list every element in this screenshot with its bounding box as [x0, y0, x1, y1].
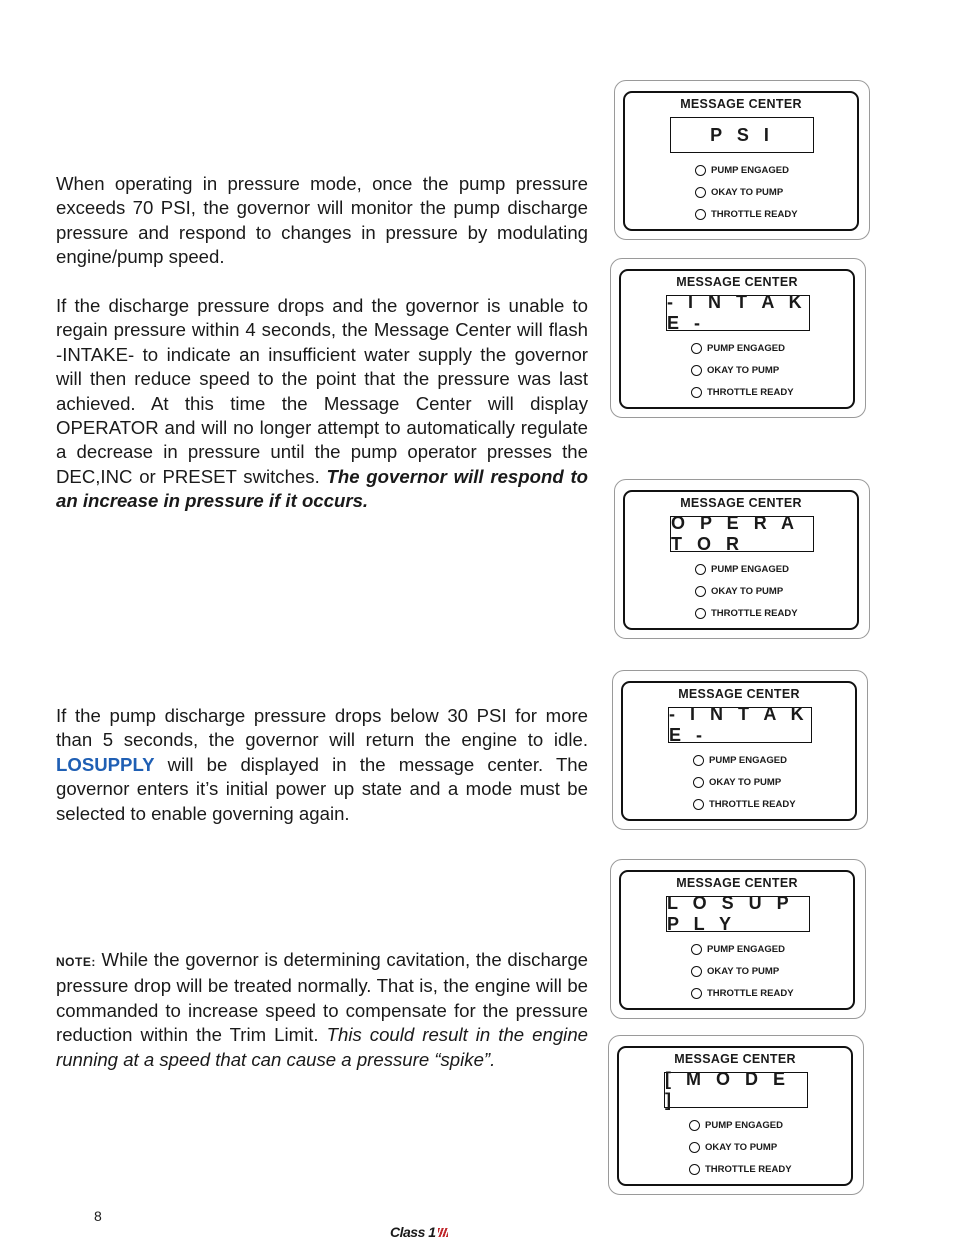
led-okay-to-pump	[691, 964, 779, 978]
message-center-title: MESSAGE CENTER	[680, 97, 802, 111]
led-okay-to-pump	[691, 363, 779, 377]
message-center-panel	[614, 479, 870, 639]
message-center-title: MESSAGE CENTER	[678, 687, 800, 701]
led-label: PUMP ENGAGED	[711, 563, 789, 575]
led-okay-to-pump	[695, 185, 783, 199]
message-center-display: O P E R A T O R	[670, 516, 814, 552]
led-indicator-icon	[695, 564, 706, 575]
led-indicator-icon	[693, 799, 704, 810]
led-indicator-icon	[691, 988, 702, 999]
led-pump-engaged	[695, 163, 789, 177]
led-throttle-ready	[691, 385, 794, 399]
message-center-panel	[614, 80, 870, 240]
led-label: THROTTLE READY	[707, 987, 794, 999]
led-label: PUMP ENGAGED	[711, 164, 789, 176]
led-pump-engaged	[691, 942, 785, 956]
paragraph-pressure-mode	[56, 172, 588, 270]
led-indicator-icon	[689, 1142, 700, 1153]
led-label: THROTTLE READY	[711, 607, 798, 619]
message-center-frame	[619, 269, 855, 409]
note-italic: This could result in the engine running at a speed that can cause a pressure “spike”.	[56, 1024, 588, 1070]
led-pump-engaged	[693, 753, 787, 767]
led-label: OKAY TO PUMP	[709, 776, 782, 788]
led-throttle-ready	[689, 1162, 792, 1176]
note-text: While the governor is determining cavitation, the discharge pressure drop will be treated normally. That is, the engine will be commanded to increase speed to compensate for the pressure reduction within the Trim Limit.	[56, 949, 588, 1046]
message-center-title: MESSAGE CENTER	[680, 496, 802, 510]
led-label: OKAY TO PUMP	[707, 965, 780, 977]
paragraph-text: If the discharge pressure drops and the governor is unable to regain pressure within 4 seconds, the Message Center will flash -INTAKE- to indicate an insufficient water supply the governor will then reduce speed to the point that the pressure was last achieved. At this time the Message Center will display OPERATOR and will no longer attempt to automatically regulate a decrease in pressure until the pump operator presses the DEC,INC or PRESET switches.	[56, 295, 588, 487]
led-throttle-ready	[695, 207, 798, 221]
led-indicator-icon	[695, 586, 706, 597]
message-center-frame	[623, 490, 859, 630]
message-center-title: MESSAGE CENTER	[676, 876, 798, 890]
message-center-frame	[619, 870, 855, 1010]
led-throttle-ready	[695, 606, 798, 620]
paragraph-losupply	[56, 704, 588, 826]
led-indicator-icon	[691, 966, 702, 977]
message-center-title: MESSAGE CENTER	[674, 1052, 796, 1066]
led-throttle-ready	[691, 986, 794, 1000]
led-label: THROTTLE READY	[707, 386, 794, 398]
led-indicator-icon	[691, 944, 702, 955]
losupply-highlight: LOSUPPLY	[56, 753, 155, 775]
led-indicator-icon	[691, 387, 702, 398]
led-indicator-icon	[691, 365, 702, 376]
led-label: OKAY TO PUMP	[711, 585, 784, 597]
message-center-display: - I N T A K E -	[666, 295, 810, 331]
led-indicator-icon	[695, 608, 706, 619]
led-throttle-ready	[693, 797, 796, 811]
led-label: THROTTLE READY	[705, 1163, 792, 1175]
led-pump-engaged	[689, 1118, 783, 1132]
paragraph-text: will be displayed in the message center. The governor enters it’s initial power up state and a mode must be selected to enable governing again.	[56, 753, 588, 824]
led-indicator-icon	[689, 1164, 700, 1175]
led-label: PUMP ENGAGED	[705, 1119, 783, 1131]
led-label: THROTTLE READY	[709, 798, 796, 810]
led-pump-engaged	[695, 562, 789, 576]
led-label: OKAY TO PUMP	[711, 186, 784, 198]
led-label: OKAY TO PUMP	[707, 364, 780, 376]
led-label: PUMP ENGAGED	[707, 342, 785, 354]
led-label: PUMP ENGAGED	[709, 754, 787, 766]
message-center-display: L O S U P P L Y	[666, 896, 810, 932]
led-okay-to-pump	[693, 775, 781, 789]
logo-text: Class 1	[390, 1224, 436, 1240]
message-center-display: P S I	[670, 117, 814, 153]
led-indicator-icon	[693, 755, 704, 766]
led-label: OKAY TO PUMP	[705, 1141, 778, 1153]
led-indicator-icon	[693, 777, 704, 788]
led-okay-to-pump	[689, 1140, 777, 1154]
led-indicator-icon	[689, 1120, 700, 1131]
led-indicator-icon	[695, 187, 706, 198]
message-center-display: [ M O D E ]	[664, 1072, 808, 1108]
message-center-panel	[608, 1035, 864, 1195]
led-okay-to-pump	[695, 584, 783, 598]
note-label: NOTE:	[56, 955, 96, 969]
page-number: 8	[94, 1208, 102, 1224]
message-center-display: - I N T A K E -	[668, 707, 812, 743]
message-center-frame	[617, 1046, 853, 1186]
message-center-frame	[621, 681, 857, 821]
paragraph-intake-warning	[56, 294, 588, 514]
paragraph-text: When operating in pressure mode, once the pump pressure exceeds 70 PSI, the governor will monitor the pump discharge pressure and respond to changes in pressure by modulating engine/pump speed.	[56, 173, 588, 268]
message-center-title: MESSAGE CENTER	[676, 275, 798, 289]
message-center-frame	[623, 91, 859, 231]
paragraph-emphasis: The governor will respond to an increase in pressure if it occurs.	[56, 465, 588, 512]
led-indicator-icon	[691, 343, 702, 354]
message-center-panel	[612, 670, 868, 830]
led-indicator-icon	[695, 165, 706, 176]
led-label: PUMP ENGAGED	[707, 943, 785, 955]
logo-stripes-icon	[438, 1228, 448, 1237]
message-center-panel	[610, 258, 866, 418]
led-pump-engaged	[691, 341, 785, 355]
paragraph-note	[56, 948, 588, 1072]
message-center-panel	[610, 859, 866, 1019]
paragraph-text: If the pump discharge pressure drops below 30 PSI for more than 5 seconds, the governor will return the engine to idle.	[56, 705, 588, 751]
led-indicator-icon	[695, 209, 706, 220]
class1-logo	[390, 1224, 448, 1240]
led-label: THROTTLE READY	[711, 208, 798, 220]
